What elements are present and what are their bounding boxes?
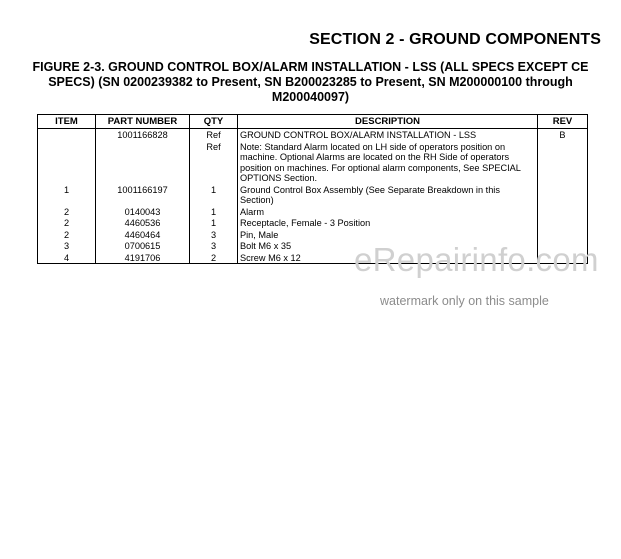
cell-qty: Ref [190, 129, 238, 141]
cell-part-number: 1001166197 [96, 184, 190, 206]
table-row [38, 217, 588, 229]
cell-description: Pin, Male [238, 229, 538, 241]
cell-item: 4 [38, 252, 96, 264]
header-description: DESCRIPTION [238, 115, 538, 129]
cell-part-number: 0140043 [96, 206, 190, 218]
cell-rev [538, 206, 588, 218]
watermark-note: watermark only on this sample [380, 294, 549, 308]
cell-description: Alarm [238, 206, 538, 218]
cell-part-number: 1001166828 [96, 129, 190, 141]
cell-item: 2 [38, 217, 96, 229]
cell-description: Ground Control Box Assembly (See Separate Breakdown in this Section) [238, 184, 538, 206]
cell-part-number: 4191706 [96, 252, 190, 264]
cell-description: Receptacle, Female - 3 Position [238, 217, 538, 229]
cell-rev: B [538, 129, 588, 141]
cell-item [38, 129, 96, 141]
cell-qty: 3 [190, 240, 238, 252]
header-qty: QTY [190, 115, 238, 129]
cell-qty: 3 [190, 229, 238, 241]
cell-part-number: 0700615 [96, 240, 190, 252]
cell-qty: 1 [190, 184, 238, 206]
table-row [38, 229, 588, 241]
cell-qty: Ref [190, 141, 238, 184]
section-title: SECTION 2 - GROUND COMPONENTS [309, 31, 601, 48]
header-item: ITEM [38, 115, 96, 129]
cell-part-number [96, 141, 190, 184]
cell-item: 1 [38, 184, 96, 206]
cell-rev [538, 184, 588, 206]
watermark-brand: eRepairinfo.com [354, 241, 599, 278]
cell-qty: 2 [190, 252, 238, 264]
cell-qty: 1 [190, 217, 238, 229]
cell-description: Bolt M6 x 35 [238, 240, 538, 252]
table-row [38, 141, 588, 184]
table-header-row [38, 115, 588, 129]
header-part-number: PART NUMBER [96, 115, 190, 129]
cell-item: 2 [38, 229, 96, 241]
figure-title: FIGURE 2-3. GROUND CONTROL BOX/ALARM INSTALLATION - LSS (ALL SPECS EXCEPT CE SPECS) (SN 0200239382 to Present, SN B200023285 to Present, SN M200000100 through M200040097) [32, 60, 589, 104]
cell-item: 2 [38, 206, 96, 218]
cell-rev [538, 229, 588, 241]
cell-part-number: 4460464 [96, 229, 190, 241]
table-row [38, 184, 588, 206]
table-row [38, 206, 588, 218]
cell-qty: 1 [190, 206, 238, 218]
cell-rev [538, 217, 588, 229]
cell-rev [538, 141, 588, 184]
cell-item: 3 [38, 240, 96, 252]
cell-description: GROUND CONTROL BOX/ALARM INSTALLATION - LSS [238, 129, 538, 141]
cell-item [38, 141, 96, 184]
cell-part-number: 4460536 [96, 217, 190, 229]
table-row [38, 129, 588, 141]
cell-description: Note: Standard Alarm located on LH side of operators position on machine. Optional Alarms are located on the RH Side of operators position on machines. For optional alarm components, See SPECIAL OPTIONS Section. [238, 141, 538, 184]
cell-description: Screw M6 x 12 [238, 252, 538, 264]
header-rev: REV [538, 115, 588, 129]
